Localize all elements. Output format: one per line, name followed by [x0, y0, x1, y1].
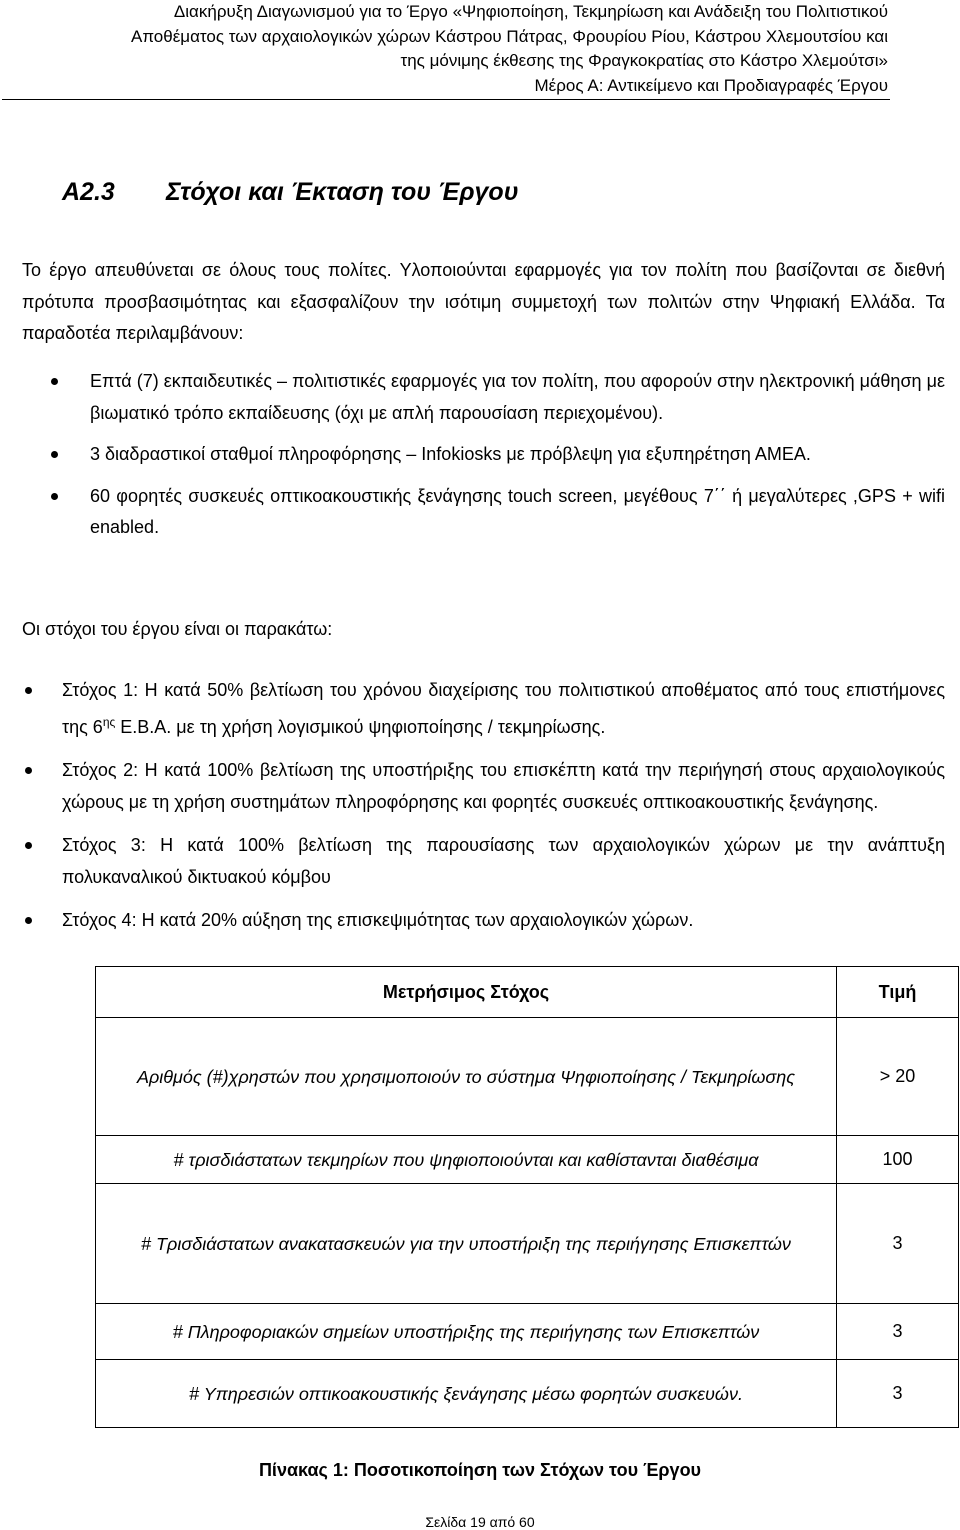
bullet-icon: [25, 687, 32, 694]
goal-superscript: ης: [102, 714, 116, 729]
bullet-icon: [25, 767, 32, 774]
deliverables-list: [90, 366, 945, 544]
table-cell-metric: # Τρισδιάστατων ανακατασκευών για την υποστήριξη της περιήγησης Επισκεπτών: [96, 1184, 837, 1304]
list-item: [62, 905, 945, 937]
list-item: [62, 675, 945, 743]
table-row: [96, 1304, 959, 1360]
table-cell-value: > 20: [837, 1018, 959, 1136]
header-line: Αποθέματος των αρχαιολογικών χώρων Κάστρου Πάτρας, Φρουρίου Ρίου, Κάστρου Χλεμουτσίου και: [130, 26, 888, 46]
header-divider: [2, 99, 890, 100]
metrics-table: [95, 966, 959, 1428]
list-item-text: Επτά (7) εκπαιδευτικές – πολιτιστικές εφαρμογές για τον πολίτη, που αφορούν στην ηλεκτρονική μάθηση με βιωματικό τρόπο εκπαίδευσης (όχι με απλή παρουσίαση περιεχομένου).: [90, 371, 945, 423]
table-cell-metric: # Πληροφοριακών σημείων υποστήριξης της περιήγησης των Επισκεπτών: [96, 1304, 837, 1360]
list-item: [90, 439, 945, 471]
list-item: [90, 481, 945, 544]
goal-text: Ε.Β.Α. με τη χρήση λογισμικού ψηφιοποίησης / τεκμηρίωσης.: [115, 716, 606, 737]
table-cell-metric: # τρισδιάστατων τεκμηρίων που ψηφιοποιούνται και καθίστανται διαθέσιμα: [96, 1136, 837, 1184]
bullet-icon: [51, 493, 58, 500]
list-item: [62, 755, 945, 818]
column-header: Μετρήσιμος Στόχος: [96, 967, 837, 1018]
column-header: Τιμή: [837, 967, 959, 1018]
intro-paragraph: Το έργο απευθύνεται σε όλους τους πολίτες. Υλοποιούνται εφαρμογές για τον πολίτη που βασίζονται σε διεθνή πρότυπα προσβασιμότητας και εξασφαλίζουν την ισότιμη συμμετοχή των πολιτών στην Ψηφιακή Ελλάδα. Τα παραδοτέα περιλαμβάνουν:: [22, 260, 945, 343]
table-row: [96, 1184, 959, 1304]
bullet-icon: [25, 917, 32, 924]
list-item: [62, 830, 945, 893]
header-line: της μόνιμης έκθεσης της Φραγκοκρατίας στο Κάστρο Χλεμούτσι»: [400, 51, 888, 70]
table-cell-value: 3: [837, 1360, 959, 1428]
goal-text: Στόχος 3: Η κατά 100% βελτίωση της παρουσίασης των αρχαιολογικών χώρων με την ανάπτυξη πολυκαναλικού δικτυακού κόμβου: [62, 835, 945, 887]
goal-text: Στόχος 1: Η κατά 50% βελτίωση του χρόνου διαχείρισης του πολιτιστικού αποθέματος από τους επιστήμονες της 6: [62, 680, 945, 737]
table-cell-metric: # Υπηρεσιών οπτικοακουστικής ξενάγησης μέσω φορητών συσκευών.: [96, 1360, 837, 1428]
table-cell-value: 3: [837, 1304, 959, 1360]
table-cell-value: 3: [837, 1184, 959, 1304]
section-number: Α2.3: [62, 178, 115, 206]
running-header: [20, 0, 888, 98]
bullet-icon: [25, 842, 32, 849]
header-line: Διακήρυξη Διαγωνισμού για το Έργο «Ψηφιοποίηση, Τεκμηρίωση και Ανάδειξη του Πολιτιστικού: [173, 2, 888, 21]
page-number: Σελίδα 19 από 60: [425, 1514, 535, 1530]
table-header-row: [96, 967, 959, 1018]
goals-list: [62, 675, 945, 937]
goal-text: Στόχος 2: Η κατά 100% βελτίωση της υποστήριξης του επισκέπτη κατά την περιήγησή στους αρχαιολογικούς χώρους με τη χρήση συστημάτων πληροφόρησης και φορητές συσκευές οπτικοακουστικής ξενάγησης.: [62, 760, 945, 812]
list-item-text: 3 διαδραστικοί σταθμοί πληροφόρησης – Infokiosks με πρόβλεψη για εξυπηρέτηση ΑΜΕΑ.: [90, 444, 811, 464]
table-cell-metric: Αριθμός (#)χρηστών που χρησιμοποιούν το σύστημα Ψηφιοποίησης / Τεκμηρίωσης: [96, 1018, 837, 1136]
bullet-icon: [51, 451, 58, 458]
table-caption: Πίνακας 1: Ποσοτικοποίηση των Στόχων του Έργου: [258, 1460, 702, 1480]
goal-text: Στόχος 4: Η κατά 20% αύξηση της επισκεψιμότητας των αρχαιολογικών χώρων.: [62, 910, 694, 930]
section-title: Στόχοι και Έκταση του Έργου: [166, 178, 519, 206]
table-cell-value: 100: [837, 1136, 959, 1184]
table-row: [96, 1136, 959, 1184]
list-item-text: 60 φορητές συσκευές οπτικοακουστικής ξενάγησης touch screen, μεγέθους 7΄΄ ή μεγαλύτερες ,GPS + wifi enabled.: [90, 485, 945, 537]
bullet-icon: [51, 378, 58, 385]
table-row: [96, 1360, 959, 1428]
header-line: Μέρος Α: Αντικείμενο και Προδιαγραφές Έργου: [534, 75, 888, 95]
goals-intro: Οι στόχοι του έργου είναι οι παρακάτω:: [22, 619, 333, 639]
table-row: [96, 1018, 959, 1136]
list-item: [90, 366, 945, 429]
section-heading: [62, 178, 518, 207]
